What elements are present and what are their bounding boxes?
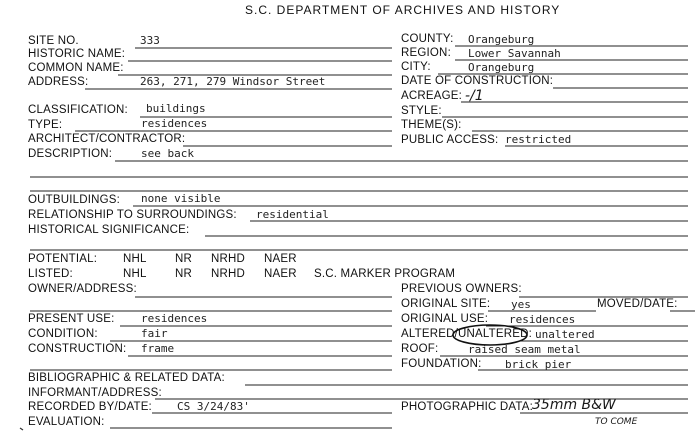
recorded-by-value: CS 3/24/83' [177,400,250,413]
potential-nhl: NHL [123,253,147,265]
description-label: DESCRIPTION: [28,148,113,160]
marker-program: S.C. MARKER PROGRAM [314,268,456,280]
construction-value: frame [141,342,175,355]
address-value: 263, 271, 279 Windsor Street [140,75,326,88]
owner-address-label: OWNER/ADDRESS: [28,283,137,295]
common-name-label: COMMON NAME: [28,62,124,74]
foundation-label: FOUNDATION: [401,358,482,370]
potential-nrhd: NRHD [211,253,246,265]
page-title: S.C. DEPARTMENT OF ARCHIVES AND HISTORY [245,3,561,17]
informant-label: INFORMANT/ADDRESS: [28,387,162,399]
date-construction-label: DATE OF CONSTRUCTION: [401,75,554,87]
listed-nr: NR [175,268,193,280]
original-site-value: yes [511,298,531,311]
site-no-label: SITE NO. [28,35,79,47]
evaluation-label: EVALUATION: [28,416,105,428]
listed-nhl: NHL [123,268,147,280]
moved-date-label: MOVED/DATE: [597,298,678,310]
county-value: Orangeburg [468,33,535,46]
architect-label: ARCHITECT/CONTRACTOR: [28,133,186,145]
listed-nrhd: NRHD [211,268,246,280]
relationship-value: residential [256,208,329,221]
listed-label: LISTED: [28,268,73,280]
outbuildings-value: none visible [141,192,221,205]
style-label: STYLE: [401,105,442,117]
original-site-label: ORIGINAL SITE: [401,298,491,310]
photographic-note: TO COME [595,417,638,427]
potential-naer: NAER [264,253,297,265]
outbuildings-label: OUTBUILDINGS: [28,194,121,206]
original-use-label: ORIGINAL USE: [401,313,489,325]
type-value: residences [141,117,208,130]
roof-label: ROOF: [401,343,439,355]
historic-name-label: HISTORIC NAME: [28,48,126,60]
region-label: REGION: [401,47,451,59]
public-access-value: restricted [505,133,572,146]
bibliographic-label: BIBLIOGRAPHIC & RELATED DATA: [28,372,225,384]
type-label: TYPE: [28,119,63,131]
site-no-value: 333 [140,34,160,47]
city-label: CITY: [401,61,431,73]
foundation-value: brick pier [505,358,572,371]
construction-label: CONSTRUCTION: [28,343,127,355]
previous-owners-label: PREVIOUS OWNERS: [401,283,522,295]
roof-value: raised seam metal [468,343,581,356]
acreage-value: -/1 [465,88,484,104]
potential-label: POTENTIAL: [28,253,98,265]
photographic-value: 35mm B&W [532,397,616,413]
relationship-label: RELATIONSHIP TO SURROUNDINGS: [28,209,237,221]
condition-value: fair [141,327,168,340]
region-value: Lower Savannah [468,47,561,60]
county-label: COUNTY: [401,33,454,45]
themes-label: THEME(S): [401,119,462,131]
city-value: Orangeburg [468,61,535,74]
public-access-label: PUBLIC ACCESS: [401,134,499,146]
description-value: see back [141,147,194,160]
address-label: ADDRESS: [28,76,89,88]
present-use-value: residences [141,312,208,325]
listed-naer: NAER [264,268,297,280]
classification-label: CLASSIFICATION: [28,104,128,116]
potential-nr: NR [175,253,193,265]
altered-label: ALTERED/ [401,328,458,340]
classification-value: buildings [146,102,206,115]
unaltered-label: UNALTERED: [458,328,532,340]
present-use-label: PRESENT USE: [28,313,115,325]
historical-significance-label: HISTORICAL SIGNIFICANCE: [28,224,190,236]
photographic-label: PHOTOGRAPHIC DATA: [401,401,534,413]
original-use-value: residences [509,313,576,326]
condition-label: CONDITION: [28,328,98,340]
recorded-by-label: RECORDED BY/DATE: [28,401,152,413]
acreage-label: ACREAGE: [401,90,463,102]
altered-value: unaltered [535,328,595,341]
